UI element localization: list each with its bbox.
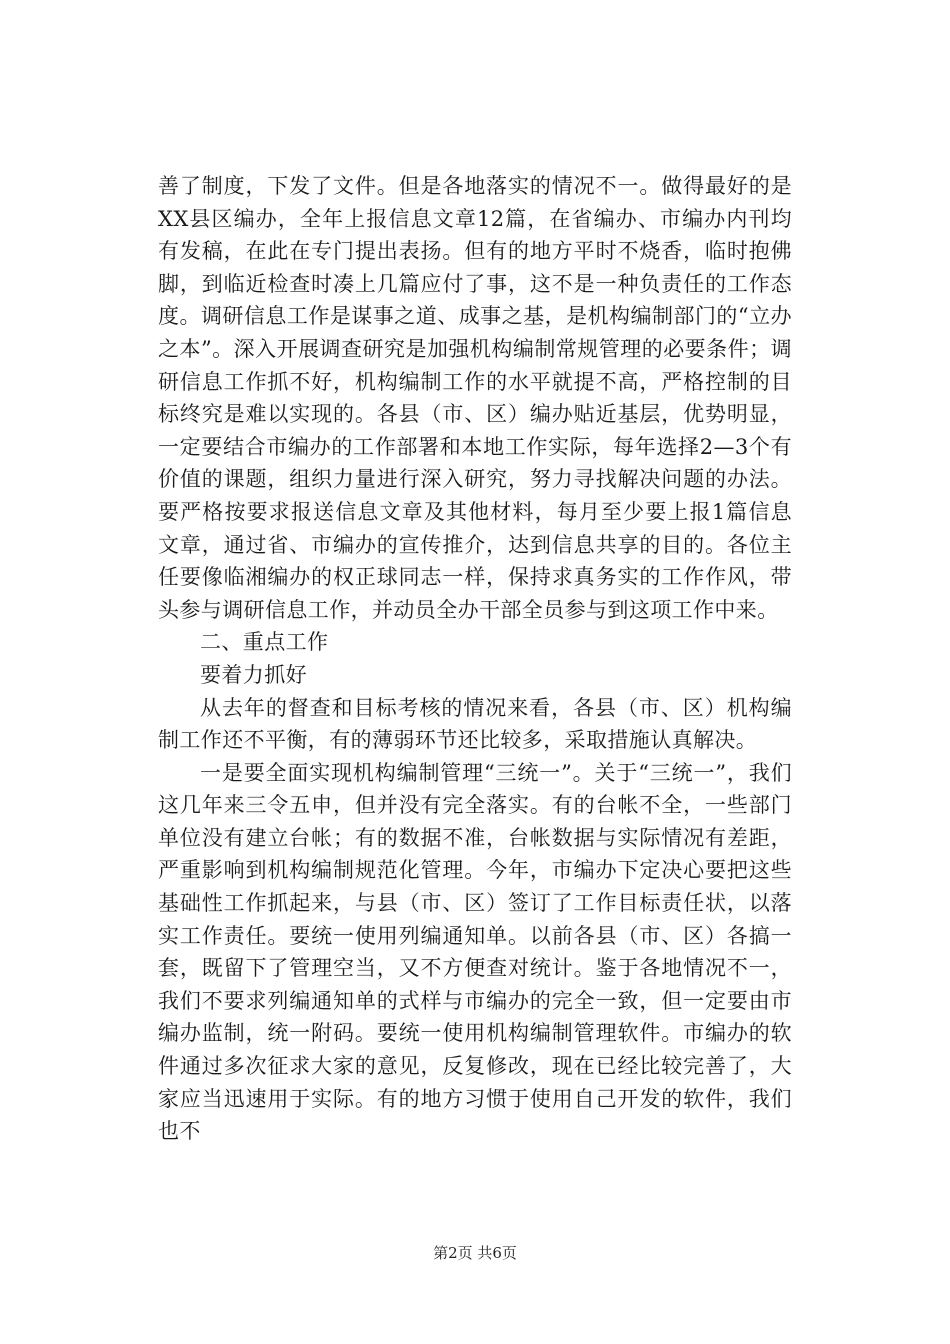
paragraph-continuation: 善了制度，下发了文件。但是各地落实的情况不一。做得最好的是XX县区编办，全年上报信息文章12篇，在省编办、市编办内刊均有发稿，在此在专门提出表扬。但有的地方平时不烧香，临时抱佛脚，到临近检查时凑上几篇应付了事，这不是一种负责任的工作态度。调研信息工作是谋事之道、成事之基，是机构编制部门的“立办之本”。深入开展调查研究是加强机构编制常规管理的必要条件；调研信息工作抓不好，机构编制工作的水平就提不高，严格控制的目标终究是难以实现的。各县（市、区）编办贴近基层，优势明显，一定要结合市编办的工作部署和本地工作实际，每年选择2—3个有价值的课题，组织力量进行深入研究，努力寻找解决问题的办法。要严格按要求报送信息文章及其他材料，每月至少要上报1篇信息文章，通过省、市编办的宣传推介，达到信息共享的目的。各位主任要像临湘编办的权正球同志一样，保持求真务实的工作作风，带头参与调研信息工作，并动员全办干部全员参与到这项工作中来。 xyxy=(158,174,792,622)
paragraph: 从去年的督查和目标考核的情况来看，各县（市、区）机构编制工作还不平衡，有的薄弱环节还比较多，采取措施认真解决。 xyxy=(158,695,792,753)
section-heading: 二、重点工作 xyxy=(200,630,329,655)
page-footer: 第2页 共6页 xyxy=(433,1244,517,1262)
document-body xyxy=(158,170,792,1148)
paragraph: 一是要全面实现机构编制管理“三统一”。关于“三统一”，我们这几年来三令五申，但并没有完全落实。有的台帐不全，一些部门单位没有建立台帐；有的数据不准，台帐数据与实际情况有差距，严重影响到机构编制规范化管理。今年，市编办下定决心要把这些基础性工作抓起来，与县（市、区）签订了工作目标责任状，以落实工作责任。要统一使用列编通知单。以前各县（市、区）各搞一套，既留下了管理空当，又不方便查对统计。鉴于各地情况不一，我们不要求列编通知单的式样与市编办的完全一致，但一定要由市编办监制，统一附码。要统一使用机构编制管理软件。市编办的软件通过多次征求大家的意见，反复修改，现在已经比较完善了，大家应当迅速用于实际。有的地方习惯于使用自己开发的软件，我们也不 xyxy=(158,760,792,1144)
subheading: 要着力抓好 xyxy=(200,662,307,687)
